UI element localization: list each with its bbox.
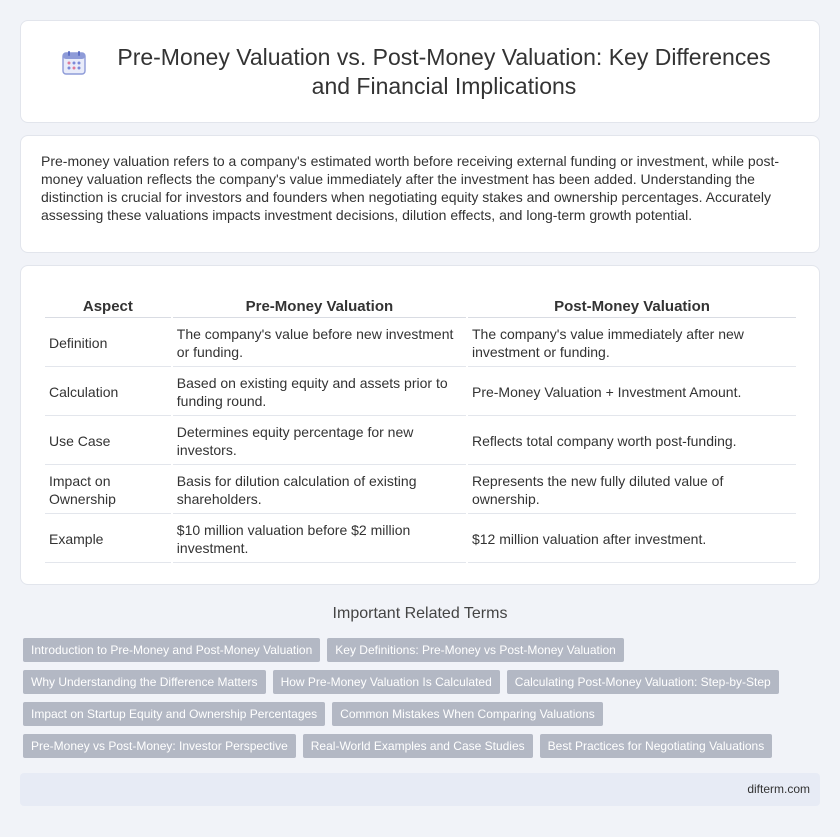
cell-pre-money: Basis for dilution calculation of existing shareholders. (173, 467, 466, 514)
footer-site-link[interactable]: difterm.com (747, 782, 810, 796)
cell-post-money: The company's value immediately after new investment or funding. (468, 320, 796, 367)
comparison-table (43, 294, 798, 565)
table-row (45, 418, 796, 465)
table-row (45, 467, 796, 514)
related-term-link[interactable]: How Pre-Money Valuation Is Calculated (273, 670, 500, 694)
cell-aspect: Impact on Ownership (45, 467, 171, 514)
header-card (20, 20, 820, 123)
table-header-row (45, 296, 796, 318)
cell-aspect: Use Case (45, 418, 171, 465)
cell-post-money: Pre-Money Valuation + Investment Amount. (468, 369, 796, 416)
intro-card (20, 135, 820, 253)
related-terms-tags (23, 638, 823, 766)
cell-pre-money: $10 million valuation before $2 million investment. (173, 516, 466, 563)
comparison-table-card (20, 265, 820, 585)
tag-row (23, 670, 823, 694)
cell-aspect: Definition (45, 320, 171, 367)
related-term-link[interactable]: Pre-Money vs Post-Money: Investor Perspective (23, 734, 296, 758)
cell-pre-money: Determines equity percentage for new investors. (173, 418, 466, 465)
tag-row (23, 734, 823, 758)
column-header-post-money: Post-Money Valuation (468, 296, 796, 318)
related-term-link[interactable]: Calculating Post-Money Valuation: Step-by-Step (507, 670, 779, 694)
related-term-link[interactable]: Key Definitions: Pre-Money vs Post-Money Valuation (327, 638, 624, 662)
cell-post-money: Reflects total company worth post-funding. (468, 418, 796, 465)
related-term-link[interactable]: Common Mistakes When Comparing Valuations (332, 702, 603, 726)
cell-aspect: Calculation (45, 369, 171, 416)
intro-paragraph: Pre-money valuation refers to a company's estimated worth before receiving external funding or investment, while post-money valuation reflects the company's value immediately after the investment has been added. Understanding the distinction is crucial for investors and founders when negotiating equity stakes and ownership percentages. Accurately assessing these valuations impacts investment decisions, dilution effects, and long-term growth potential. (41, 153, 780, 223)
table-row (45, 516, 796, 563)
cell-post-money: Represents the new fully diluted value of ownership. (468, 467, 796, 514)
related-term-link[interactable]: Real-World Examples and Case Studies (303, 734, 533, 758)
cell-pre-money: Based on existing equity and assets prior to funding round. (173, 369, 466, 416)
related-term-link[interactable]: Impact on Startup Equity and Ownership Percentages (23, 702, 325, 726)
tag-row (23, 702, 823, 726)
column-header-aspect: Aspect (45, 296, 171, 318)
table-row (45, 320, 796, 367)
related-term-link[interactable]: Introduction to Pre-Money and Post-Money Valuation (23, 638, 320, 662)
page-title: Pre-Money Valuation vs. Post-Money Valuation: Key Differences and Financial Implications (117, 43, 771, 99)
column-header-pre-money: Pre-Money Valuation (173, 296, 466, 318)
calendar-grid-icon (61, 50, 87, 76)
tag-row (23, 638, 823, 662)
related-terms-heading: Important Related Terms (332, 605, 508, 622)
related-term-link[interactable]: Why Understanding the Difference Matters (23, 670, 266, 694)
related-term-link[interactable]: Best Practices for Negotiating Valuations (540, 734, 773, 758)
cell-aspect: Example (45, 516, 171, 563)
cell-pre-money: The company's value before new investment or funding. (173, 320, 466, 367)
table-row (45, 369, 796, 416)
footer (20, 773, 820, 806)
cell-post-money: $12 million valuation after investment. (468, 516, 796, 563)
